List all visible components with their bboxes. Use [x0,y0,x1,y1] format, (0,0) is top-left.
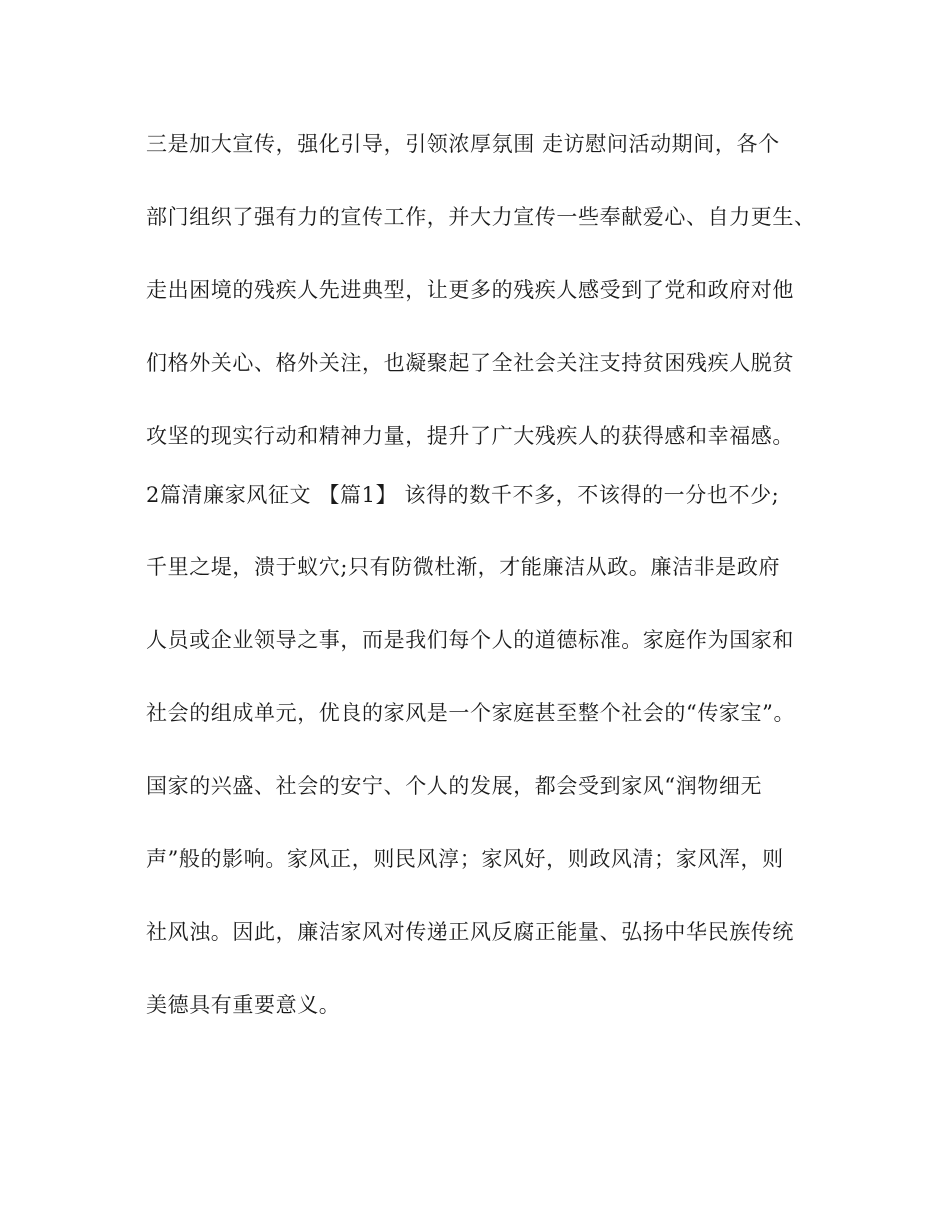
paragraph-line: 们格外关心、格外关注，也凝聚起了全社会关注支持贫困残疾人脱贫 [146,351,794,375]
paragraph-line: 美德具有重要意义。 [146,993,341,1017]
paragraph-line: 声”般的影响。家风正，则民风淳；家风好，则政风清；家风浑，则 [146,847,784,871]
paragraph-line: 三是加大宣传，强化引导，引领浓厚氛围 走访慰问活动期间，各个 [146,132,780,156]
section-heading-line: 2篇清廉家风征文 【篇1】 该得的数千不多，不该得的一分也不少; [146,483,780,507]
paragraph-line: 国家的兴盛、社会的安宁、个人的发展，都会受到家风“润物细无 [146,774,763,798]
paragraph-line: 社风浊。因此，廉洁家风对传递正风反腐正能量、弘扬中华民族传统 [146,920,794,944]
paragraph-line: 攻坚的现实行动和精神力量，提升了广大残疾人的获得感和幸福感。 [146,424,794,448]
paragraph-line: 社会的组成单元，优良的家风是一个家庭甚至整个社会的“传家宝”。 [146,701,796,725]
paragraph-line: 走出困境的残疾人先进典型，让更多的残疾人感受到了党和政府对他 [146,278,794,302]
paragraph-line: 人员或企业领导之事，而是我们每个人的道德标准。家庭作为国家和 [146,628,794,652]
paragraph-line: 部门组织了强有力的宣传工作，并大力宣传一些奉献爱心、自力更生、 [146,205,816,229]
paragraph-line: 千里之堤，溃于蚁穴;只有防微杜渐，才能廉洁从政。廉洁非是政府 [146,555,781,579]
